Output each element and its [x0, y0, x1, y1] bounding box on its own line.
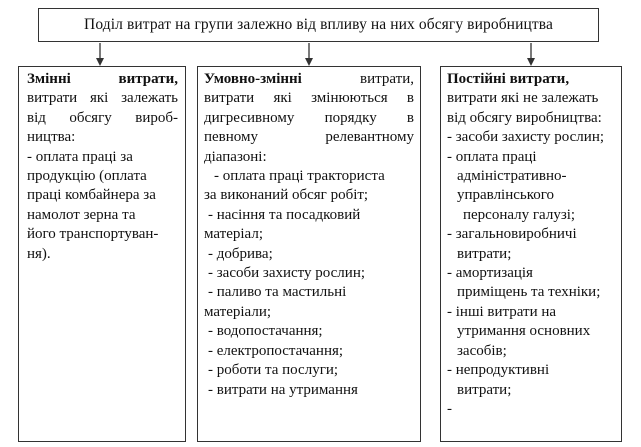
- variable-costs-box: [18, 66, 186, 442]
- list-item: - роботи та послуги;: [208, 362, 339, 379]
- list-item: витрати які змінюються в: [204, 90, 414, 107]
- fixed-costs-heading: [447, 70, 616, 89]
- list-item: від обсягу виробництва:: [447, 109, 602, 126]
- list-item: - електропостачання;: [208, 342, 344, 359]
- list-item: матеріал;: [204, 226, 263, 243]
- list-item: -: [447, 400, 452, 417]
- list-item: намолот зерна та: [27, 206, 136, 223]
- list-item: управлінського: [457, 187, 555, 204]
- list-item: - добрива;: [208, 245, 273, 262]
- list-item: за виконаний обсяг робіт;: [204, 187, 369, 204]
- fixed-costs-box: [440, 66, 622, 442]
- semi-variable-costs-heading: [204, 70, 414, 89]
- arrow-middle: [305, 43, 313, 66]
- list-item: - інші витрати на: [447, 303, 557, 320]
- semi-variable-costs-box: [197, 66, 421, 442]
- list-item: витрати;: [457, 245, 512, 262]
- list-item: адміністративно-: [457, 168, 567, 185]
- arrow-left: [96, 43, 104, 66]
- list-item: - амортизація: [447, 265, 533, 282]
- list-item: витрати які не залежать: [447, 90, 599, 107]
- list-item: праці комбайнера за: [27, 187, 156, 204]
- arrow-right: [527, 43, 535, 66]
- list-item: певному релевантному: [204, 129, 414, 146]
- variable-costs-heading: [27, 70, 178, 89]
- list-item: - загальновиробничі: [447, 226, 577, 243]
- list-item: - витрати на утримання: [208, 381, 358, 398]
- list-item: ництва:: [27, 129, 76, 146]
- list-item: - оплата праці: [447, 148, 537, 165]
- diagram-title: [38, 8, 599, 42]
- variable-costs-heading-text: Змінні витрати,: [27, 71, 178, 87]
- list-item: приміщень та техніки;: [457, 284, 601, 301]
- list-item: ня).: [27, 245, 51, 262]
- list-item: засобів;: [457, 342, 507, 359]
- semi-variable-costs-heading-text: Умовно-змінні: [204, 71, 302, 87]
- fixed-costs-heading-text: Постійні витрати,: [447, 71, 570, 87]
- list-item: витрати які залежать: [27, 90, 178, 107]
- list-item: його транспортуван-: [27, 226, 159, 243]
- diagram-title-text: Поділ витрат на групи залежно від впливу на них обсягу виробництва: [84, 16, 553, 33]
- list-item: матеріали;: [204, 303, 272, 320]
- list-item: - оплата праці тракториста: [214, 168, 385, 185]
- list-item: утримання основних: [457, 323, 591, 340]
- list-item: - засоби захисту рослин;: [447, 129, 605, 146]
- list-item: - оплата праці за: [27, 148, 133, 165]
- list-item: від обсягу вироб-: [27, 109, 178, 126]
- list-item: витрати;: [457, 381, 512, 398]
- list-item: - паливо та мастильні: [208, 284, 347, 301]
- list-item: - непродуктивні: [447, 362, 550, 379]
- list-item: діапазоні:: [204, 148, 267, 165]
- list-item: продукцію (оплата: [27, 168, 147, 185]
- list-item: - насіння та посадковий: [208, 206, 361, 223]
- list-item: дигресивному порядку в: [204, 109, 414, 126]
- list-item: персоналу галузі;: [463, 206, 576, 223]
- list-item: - засоби захисту рослин;: [208, 265, 366, 282]
- semi-variable-costs-heading-rest: витрати,: [360, 71, 414, 87]
- list-item: - водопостачання;: [208, 323, 323, 340]
